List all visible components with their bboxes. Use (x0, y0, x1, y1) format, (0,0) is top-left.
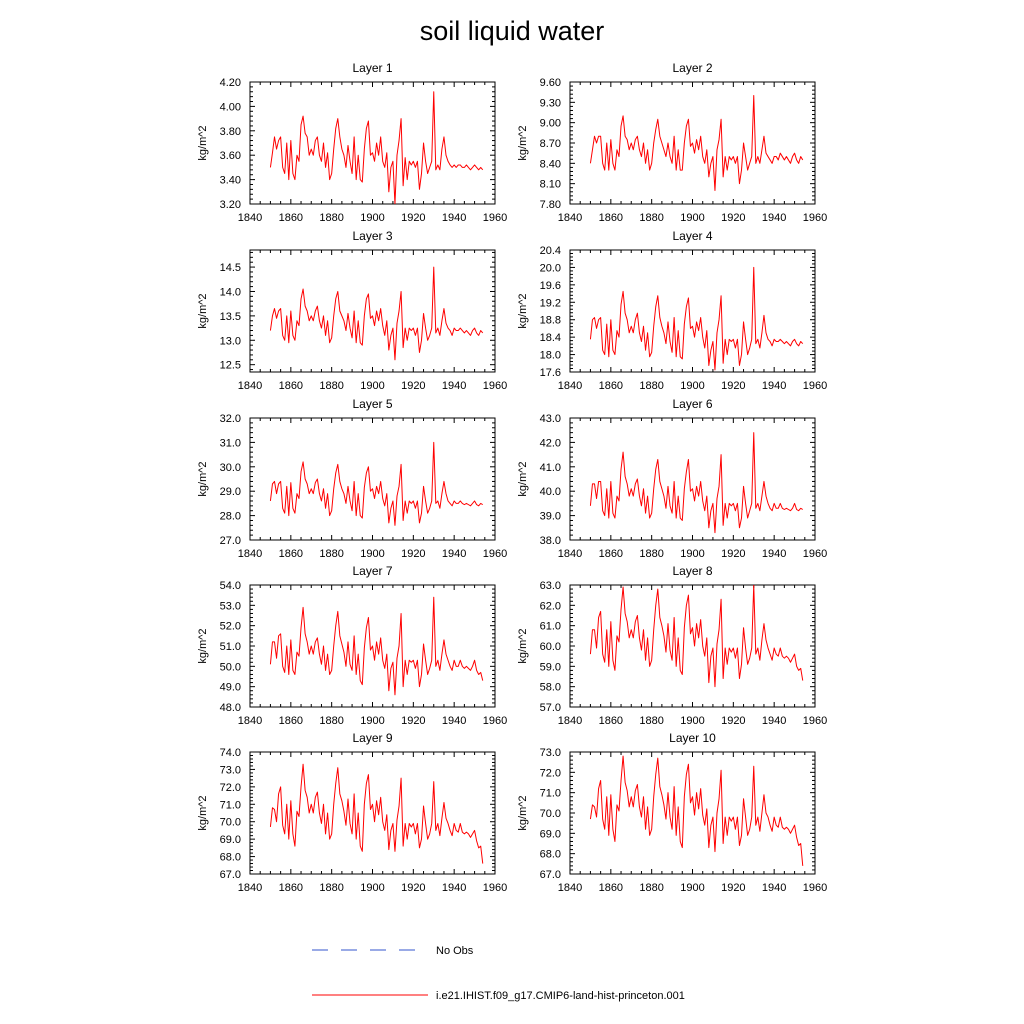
layer-9-x-tick-label: 1900 (360, 882, 385, 894)
layer-6-y-tick-label: 39.0 (539, 510, 561, 523)
layer-2-y-tick-label: 7.80 (539, 199, 561, 211)
layer-3-x-tick-label: 1940 (441, 380, 467, 392)
layer-3-x-tick-label: 1900 (360, 380, 385, 392)
layer-7-y-tick-label: 52.0 (219, 620, 241, 633)
layer-5-y-axis-label: kg/m^2 (197, 461, 209, 497)
layer-10-y-axis-label: kg/m^2 (517, 795, 529, 831)
layer-5-y-tick-label: 28.0 (219, 510, 241, 523)
layer-3-panel (197, 229, 507, 392)
layer-2-title: Layer 2 (672, 61, 713, 75)
layer-1-panel (197, 61, 507, 224)
layer-1-y-tick-label: 4.00 (219, 101, 241, 114)
layer-9-x-tick-label: 1860 (278, 882, 304, 894)
layer-3-y-tick-label: 13.0 (219, 335, 241, 348)
layer-10-y-tick-label: 73.0 (539, 747, 561, 759)
layer-6-series-line (590, 433, 802, 533)
layer-6-y-tick-label: 43.0 (539, 413, 561, 425)
layer-2-y-tick-label: 9.60 (539, 77, 561, 89)
layer-7-y-tick-label: 51.0 (219, 641, 241, 653)
layer-1-x-tick-label: 1920 (401, 212, 426, 224)
layer-4-x-tick-label: 1920 (721, 380, 746, 392)
layer-8-y-tick-label: 63.0 (539, 580, 561, 592)
layer-9-y-tick-label: 69.0 (219, 834, 241, 847)
layer-3-x-tick-label: 1860 (278, 380, 304, 392)
layer-7-y-tick-label: 49.0 (219, 681, 241, 694)
layer-3-x-tick-label: 1880 (319, 380, 344, 392)
layer-4-x-tick-label: 1960 (802, 380, 828, 392)
layer-9-y-tick-label: 67.0 (219, 869, 241, 881)
layer-9-y-tick-label: 74.0 (219, 747, 241, 759)
layer-5-panel (197, 397, 507, 560)
layer-4-y-tick-label: 20.4 (539, 245, 561, 257)
layer-10-x-tick-label: 1960 (802, 882, 828, 894)
layer-9-x-tick-label: 1880 (319, 882, 344, 894)
layer-9-plot-frame (250, 752, 495, 874)
layer-6-x-tick-label: 1880 (639, 548, 664, 560)
layer-8-y-tick-label: 61.0 (539, 620, 561, 633)
layer-1-y-tick-label: 3.80 (219, 125, 241, 138)
layer-2-series-line (590, 96, 802, 191)
layer-4-title: Layer 4 (672, 229, 713, 243)
layer-4-y-tick-label: 20.0 (539, 262, 561, 275)
layer-9-panel (197, 731, 507, 894)
layer-5-x-tick-label: 1960 (482, 548, 508, 560)
layer-8-x-tick-label: 1880 (639, 715, 664, 727)
layer-7-x-tick-label: 1880 (319, 715, 344, 727)
layer-10-x-tick-label: 1860 (598, 882, 624, 894)
layer-7-x-tick-label: 1920 (401, 715, 426, 727)
layer-9-x-tick-label: 1840 (237, 882, 263, 894)
layer-7-y-tick-label: 48.0 (219, 702, 241, 714)
layer-5-x-tick-label: 1840 (237, 548, 263, 560)
layer-9-y-tick-label: 68.0 (219, 851, 241, 864)
layer-10-x-tick-label: 1840 (557, 882, 583, 894)
layer-2-x-tick-label: 1920 (721, 212, 746, 224)
layer-7-x-tick-label: 1960 (482, 715, 508, 727)
layer-7-x-tick-label: 1940 (441, 715, 467, 727)
layer-2-y-tick-label: 8.70 (539, 138, 561, 150)
layer-7-series-line (270, 597, 482, 695)
layer-7-x-tick-label: 1900 (360, 715, 385, 727)
layer-4-y-tick-label: 19.6 (539, 279, 561, 292)
layer-4-y-axis-label: kg/m^2 (517, 293, 529, 329)
layer-4-y-tick-label: 18.8 (539, 314, 561, 327)
layer-4-x-tick-label: 1900 (680, 380, 705, 392)
layer-1-title: Layer 1 (352, 61, 393, 75)
layer-3-y-tick-label: 13.5 (219, 310, 241, 323)
layer-10-y-tick-label: 71.0 (539, 787, 561, 800)
layer-4-x-tick-label: 1940 (761, 380, 787, 392)
layer-5-x-tick-label: 1940 (441, 548, 467, 560)
layer-5-y-tick-label: 30.0 (219, 461, 241, 474)
layer-1-x-tick-label: 1880 (319, 212, 344, 224)
layer-10-y-tick-label: 72.0 (539, 767, 561, 780)
layer-6-y-tick-label: 40.0 (539, 486, 561, 499)
layer-10-y-tick-label: 69.0 (539, 828, 561, 841)
layer-4-series-line (590, 267, 802, 369)
layer-8-plot-frame (570, 585, 815, 707)
layer-10-x-tick-label: 1900 (680, 882, 705, 894)
layer-8-x-tick-label: 1900 (680, 715, 705, 727)
layer-1-y-tick-label: 3.60 (219, 150, 241, 163)
layer-8-x-tick-label: 1840 (557, 715, 583, 727)
layer-3-x-tick-label: 1960 (482, 380, 508, 392)
layer-7-y-tick-label: 54.0 (219, 580, 241, 592)
layer-8-y-tick-label: 57.0 (539, 702, 561, 714)
layer-8-y-axis-label: kg/m^2 (517, 628, 529, 664)
layer-3-y-axis-label: kg/m^2 (197, 293, 209, 329)
layer-2-panel (517, 61, 827, 224)
layer-4-y-tick-label: 18.0 (539, 349, 561, 362)
layer-10-panel (517, 731, 827, 894)
legend (312, 945, 685, 1002)
layer-9-y-axis-label: kg/m^2 (197, 795, 209, 831)
layer-4-plot-frame (570, 250, 815, 372)
layer-8-title: Layer 8 (672, 564, 713, 578)
layer-6-x-tick-label: 1920 (721, 548, 746, 560)
layer-2-y-tick-label: 9.00 (539, 117, 561, 130)
layer-4-x-tick-label: 1840 (557, 380, 583, 392)
layer-9-y-tick-label: 72.0 (219, 781, 241, 794)
layer-5-plot-frame (250, 418, 495, 540)
layer-6-plot-frame (570, 418, 815, 540)
layer-9-x-tick-label: 1960 (482, 882, 508, 894)
layer-8-y-tick-label: 62.0 (539, 600, 561, 613)
layer-5-x-tick-label: 1860 (278, 548, 304, 560)
layer-9-y-tick-label: 71.0 (219, 799, 241, 812)
layer-7-x-tick-label: 1860 (278, 715, 304, 727)
layer-8-x-tick-label: 1940 (761, 715, 787, 727)
layer-3-y-tick-label: 14.5 (219, 262, 241, 275)
layer-6-panel (517, 397, 827, 560)
layer-1-series-line (270, 92, 482, 204)
layer-5-y-tick-label: 31.0 (219, 437, 241, 450)
layer-8-y-tick-label: 58.0 (539, 681, 561, 694)
layer-9-y-tick-label: 73.0 (219, 764, 241, 777)
layer-5-y-tick-label: 27.0 (219, 535, 241, 547)
layer-6-x-tick-label: 1940 (761, 548, 787, 560)
layer-2-y-axis-label: kg/m^2 (517, 125, 529, 161)
layer-10-y-tick-label: 67.0 (539, 869, 561, 881)
layer-1-x-tick-label: 1860 (278, 212, 304, 224)
layer-2-x-tick-label: 1960 (802, 212, 828, 224)
layer-4-x-tick-label: 1880 (639, 380, 664, 392)
layer-5-y-tick-label: 29.0 (219, 486, 241, 499)
layer-3-title: Layer 3 (352, 229, 393, 243)
layer-3-plot-frame (250, 250, 495, 372)
layer-6-x-tick-label: 1860 (598, 548, 624, 560)
layer-9-title: Layer 9 (352, 731, 393, 745)
layer-5-x-tick-label: 1900 (360, 548, 385, 560)
layer-5-x-tick-label: 1880 (319, 548, 344, 560)
layer-10-x-tick-label: 1940 (761, 882, 787, 894)
layer-4-x-tick-label: 1860 (598, 380, 624, 392)
layer-3-x-tick-label: 1840 (237, 380, 263, 392)
layer-6-y-tick-label: 41.0 (539, 461, 561, 474)
layer-6-x-tick-label: 1840 (557, 548, 583, 560)
layer-2-x-tick-label: 1940 (761, 212, 787, 224)
layer-5-x-tick-label: 1920 (401, 548, 426, 560)
layer-10-series-line (590, 756, 802, 866)
layer-9-x-tick-label: 1940 (441, 882, 467, 894)
layer-9-x-tick-label: 1920 (401, 882, 426, 894)
layer-8-x-tick-label: 1920 (721, 715, 746, 727)
layer-10-y-tick-label: 68.0 (539, 848, 561, 861)
layer-8-x-tick-label: 1960 (802, 715, 828, 727)
layer-6-title: Layer 6 (672, 397, 713, 411)
layer-1-x-tick-label: 1940 (441, 212, 467, 224)
layer-2-x-tick-label: 1900 (680, 212, 705, 224)
layer-10-y-tick-label: 70.0 (539, 808, 561, 820)
layer-6-y-tick-label: 42.0 (539, 437, 561, 450)
layer-7-x-tick-label: 1840 (237, 715, 263, 727)
layer-8-y-tick-label: 60.0 (539, 641, 561, 653)
layer-4-panel (517, 229, 827, 392)
layer-10-plot-frame (570, 752, 815, 874)
panels-container (197, 61, 827, 894)
layer-8-panel (517, 564, 827, 727)
layer-10-x-tick-label: 1920 (721, 882, 746, 894)
layer-2-y-tick-label: 9.30 (539, 97, 561, 110)
layer-7-y-tick-label: 53.0 (219, 600, 241, 613)
layer-2-x-tick-label: 1860 (598, 212, 624, 224)
layer-6-x-tick-label: 1900 (680, 548, 705, 560)
layer-5-y-tick-label: 32.0 (219, 413, 241, 425)
layer-1-y-tick-label: 4.20 (219, 77, 241, 89)
layer-3-y-tick-label: 12.5 (219, 359, 241, 372)
layer-3-y-tick-label: 14.0 (219, 286, 241, 299)
layer-1-y-tick-label: 3.20 (219, 199, 241, 211)
layer-4-y-tick-label: 19.2 (539, 297, 561, 310)
layer-1-y-tick-label: 3.40 (219, 174, 241, 187)
layer-5-series-line (270, 442, 482, 525)
legend-obs-label: No Obs (436, 945, 474, 957)
layer-10-title: Layer 10 (669, 731, 716, 745)
layer-2-x-tick-label: 1880 (639, 212, 664, 224)
figure-title: soil liquid water (419, 16, 605, 46)
layer-8-x-tick-label: 1860 (598, 715, 624, 727)
layer-7-title: Layer 7 (352, 564, 393, 578)
layer-6-x-tick-label: 1960 (802, 548, 828, 560)
layer-4-y-tick-label: 17.6 (539, 367, 561, 379)
legend-model-label: i.e21.IHIST.f09_g17.CMIP6-land-hist-princeton.001 (436, 990, 685, 1002)
layer-2-y-tick-label: 8.40 (539, 158, 561, 171)
layer-7-panel (197, 564, 507, 727)
layer-6-y-axis-label: kg/m^2 (517, 461, 529, 497)
layer-7-y-axis-label: kg/m^2 (197, 628, 209, 664)
layer-2-y-tick-label: 8.10 (539, 178, 561, 191)
layer-1-x-tick-label: 1840 (237, 212, 263, 224)
layer-1-x-tick-label: 1900 (360, 212, 385, 224)
layer-9-series-line (270, 764, 482, 863)
layer-8-y-tick-label: 59.0 (539, 661, 561, 674)
layer-4-y-tick-label: 18.4 (539, 332, 561, 345)
layer-10-x-tick-label: 1880 (639, 882, 664, 894)
layer-1-x-tick-label: 1960 (482, 212, 508, 224)
layer-8-series-line (590, 585, 802, 687)
layer-2-x-tick-label: 1840 (557, 212, 583, 224)
layer-5-title: Layer 5 (352, 397, 393, 411)
layer-1-y-axis-label: kg/m^2 (197, 125, 209, 161)
layer-6-y-tick-label: 38.0 (539, 535, 561, 547)
layer-7-y-tick-label: 50.0 (219, 661, 241, 674)
layer-3-x-tick-label: 1920 (401, 380, 426, 392)
layer-9-y-tick-label: 70.0 (219, 816, 241, 829)
layer-3-series-line (270, 267, 482, 360)
